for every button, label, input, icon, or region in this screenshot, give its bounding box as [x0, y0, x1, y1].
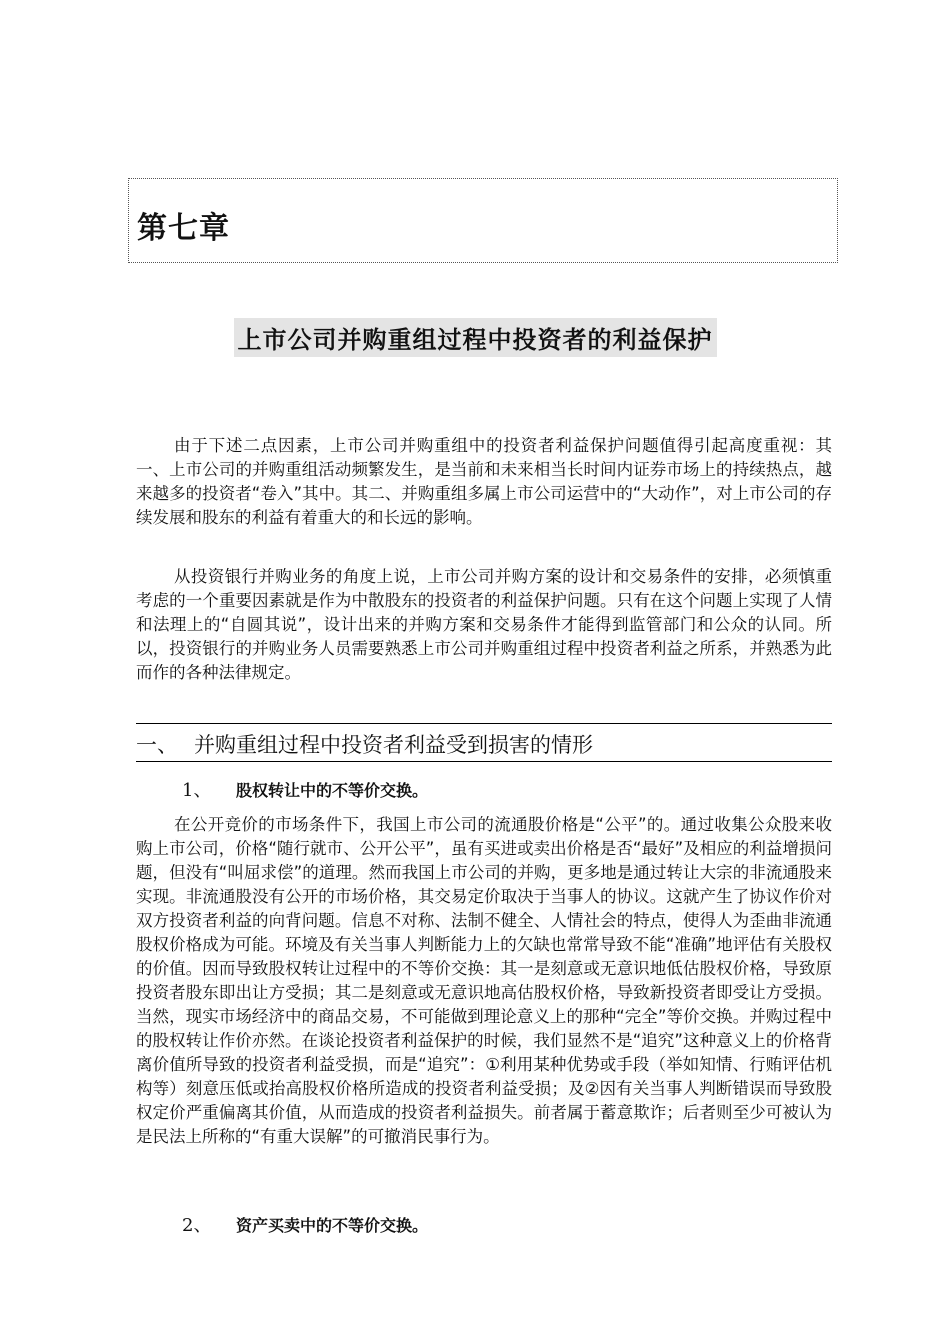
- intro-paragraph-2: 从投资银行并购业务的角度上说，上市公司并购方案的设计和交易条件的安排，必须慎重考虑的一个重要因素就是作为中散股东的投资者的利益保护问题。只有在这个问题上实现了人情和法理上的“自圆其说”，设计出来的并购方案和交易条件才能得到监管部门和公众的认同。所以，投资银行的并购业务人员需要熟悉上市公司并购重组过程中投资者利益之所系，并熟悉为此而作的各种法律规定。: [136, 567, 832, 682]
- section-heading-text: 并购重组过程中投资者利益受到损害的情形: [194, 733, 593, 757]
- subheading-2-text: 资产买卖中的不等价交换。: [236, 1216, 429, 1235]
- chapter-title: 第七章: [137, 211, 230, 246]
- section-heading: [136, 729, 593, 759]
- subheading-2-number: 2、: [182, 1215, 212, 1236]
- subheading-1-text: 股权转让中的不等价交换。: [236, 781, 429, 800]
- subheading-2: [182, 1211, 428, 1237]
- document-title: 上市公司并购重组过程中投资者的利益保护: [234, 318, 717, 357]
- chapter-title-box: [128, 178, 838, 263]
- intro-paragraph-1: 由于下述二点因素，上市公司并购重组中的投资者利益保护问题值得引起高度重视：其一、上市公司的并购重组活动频繁发生，是当前和未来相当长时间内证券市场上的持续热点，越来越多的投资者“卷入”其中。其二、并购重组多属上市公司运营中的“大动作”，对上市公司的存续发展和股东的利益有着重大的和长远的影响。: [136, 436, 832, 527]
- body-paragraph: 在公开竞价的市场条件下，我国上市公司的流通股价格是“公平”的。通过收集公众股来收购上市公司，价格“随行就市、公开公平”，虽有买进或卖出价格是否“最好”及相应的利益增损问题，但没有“叫屈求偿”的道理。然而我国上市公司的并购，更多地是通过转让大宗的非流通股来实现。非流通股没有公开的市场价格，其交易定价取决于当事人的协议。这就产生了协议作价对双方投资者利益的向背问题。信息不对称、法制不健全、人情社会的特点，使得人为歪曲非流通股权价格成为可能。环境及有关当事人判断能力上的欠缺也常常导致不能“准确”地评估有关股权的价值。因而导致股权转让过程中的不等价交换：其一是刻意或无意识地低估股权价格，导致原投资者股东即出让方受损；其二是刻意或无意识地高估股权价格，导致新投资者即受让方受损。当然，现实市场经济中的商品交易，不可能做到理论意义上的那种“完全”等价交换。并购过程中的股权转让作价亦然。在谈论投资者利益保护的时候，我们显然不是“追究”这种意义上的价格背离价值所导致的投资者利益受损，而是“追究”：①利用某种优势或手段（举如知情、行贿评估机构等）刻意压低或抬高股权价格所造成的投资者利益受损；及②因有关当事人判断错误而导致股权定价严重偏离其价值，从而造成的投资者利益损失。前者属于蓄意欺诈；后者则至少可被认为是民法上所称的“有重大误解”的可撤消民事行为。: [136, 815, 832, 1146]
- section-rule-bottom: [136, 761, 832, 762]
- section-rule-top: [136, 723, 832, 724]
- subheading-1-number: 1、: [182, 780, 212, 801]
- subheading-1: [182, 776, 428, 802]
- document-title-wrapper: [0, 318, 950, 357]
- section-number: 一、: [136, 733, 178, 757]
